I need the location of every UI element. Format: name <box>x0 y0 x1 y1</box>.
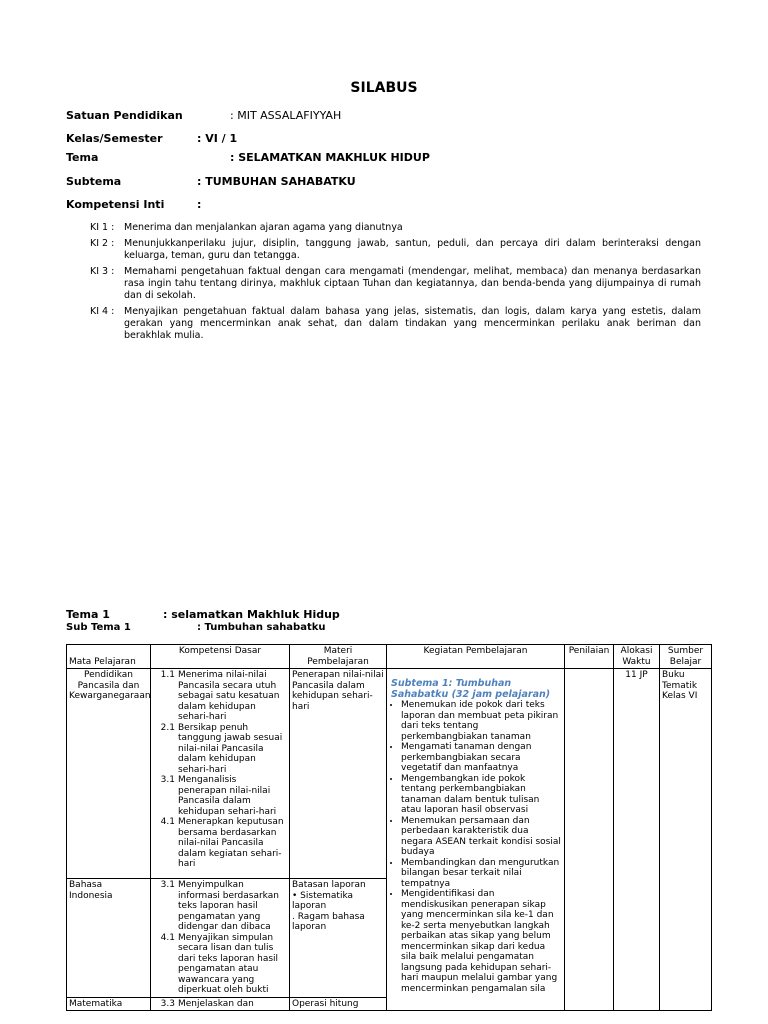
kelas-label: Kelas/Semester <box>66 132 163 145</box>
list-item: • Mengamati tanaman dengan perkembangbiakan secara vegetatif dan manfaatnya <box>401 742 562 774</box>
kd-item <box>153 999 287 1010</box>
header-penilaian: Penilaian <box>565 645 614 669</box>
kd-cell <box>151 669 290 879</box>
kompetensi-value: : <box>197 198 202 211</box>
header-kegiatan: Kegiatan Pembelajaran <box>387 645 565 669</box>
kd-item <box>153 817 287 870</box>
materi-cell: Penerapan nilai-nilai Pancasila dalam kehidupan sehari-hari <box>290 669 387 879</box>
satuan-label: Satuan Pendidikan <box>66 109 183 122</box>
sumber-cell: Buku Tematik Kelas VI <box>660 669 712 1011</box>
materi-cell: Operasi hitung <box>290 997 387 1011</box>
list-item: • Mengembangkan ide pokok tentang perkembangbiakan tanaman dalam bentuk tulisan atau laporan hasil observasi <box>401 774 562 816</box>
subtema-label: Subtema <box>66 175 122 188</box>
subtema1-label: Sub Tema 1 <box>66 622 131 633</box>
header-kd: Kompetensi Dasar <box>151 645 290 669</box>
header-materi: Materi Pembelajaran <box>290 645 387 669</box>
kd-text: Menganalisis penerapan nilai-nilai Pancasila dalam kehidupan sehari-hari <box>178 775 277 817</box>
ki-code: KI 3 : <box>90 266 115 277</box>
ki-text: Menyajikan pengetahuan faktual dalam bahasa yang jelas, sistematis, dan logis, dalam karya yang estetis, dalam gerakan yang mencerminkan anak sehat, dan dalam tindakan yang mencerminkan perilaku anak beriman dan berakhlak mulia. <box>124 306 701 341</box>
materi-line: . Ragam bahasa laporan <box>292 911 365 932</box>
ki-code: KI 2 : <box>90 238 115 249</box>
header-mapel: Mata Pelajaran <box>67 645 151 669</box>
kd-item <box>153 933 287 996</box>
ki-text: Menerima dan menjalankan ajaran agama yang dianutnya <box>124 222 403 233</box>
kd-item <box>153 723 287 776</box>
page-title: SILABUS <box>350 80 418 96</box>
tema-value: : SELAMATKAN MAKHLUK HIDUP <box>230 151 430 164</box>
ki-text: Menunjukkanperilaku jujur, disiplin, tanggung jawab, santun, peduli, dan percaya diri dalam berinteraksi dengan keluarga, teman, guru dan tetangga. <box>124 238 701 261</box>
mapel-cell: Bahasa Indonesia <box>67 879 151 998</box>
kd-number: 4.1 <box>160 932 175 943</box>
kd-item <box>153 670 287 723</box>
table-row <box>67 669 712 879</box>
penilaian-cell <box>565 669 614 1011</box>
kegiatan-cell <box>387 669 565 1011</box>
kd-text: Menerima nilai-nilai Pancasila secara utuh sebagai satu kesatuan dalam kehidupan sehari-hari <box>178 670 280 722</box>
kd-number: 2.1 <box>160 722 175 733</box>
kelas-value: : VI / 1 <box>197 132 238 145</box>
tema-label: Tema <box>66 151 99 164</box>
header-alokasi: Alokasi Waktu <box>614 645 660 669</box>
list-item: • Menemukan ide pokok dari teks laporan dan membuat peta pikiran dari teks tentang perkembangbiakan tanaman <box>401 700 562 742</box>
header-sumber: Sumber Belajar <box>660 645 712 669</box>
kegiatan-list <box>389 700 562 994</box>
tema1-label: Tema 1 <box>66 608 110 621</box>
kd-cell <box>151 997 290 1011</box>
ki-code: KI 4 : <box>90 306 115 317</box>
kd-text: Menerapkan keputusan bersama berdasarkan nilai-nilai Pancasila dalam kegiatan sehari-hari <box>178 817 284 869</box>
list-item: • Menemukan persamaan dan perbedaan karakteristik dua negara ASEAN terkait kondisi sosial budaya <box>401 816 562 858</box>
kd-text: Menjelaskan dan <box>178 998 254 1009</box>
satuan-value: : MIT ASSALAFIYYAH <box>230 109 342 122</box>
kd-number: 1.1 <box>160 670 175 680</box>
subtema1-value: : Tumbuhan sahabatku <box>197 622 326 633</box>
ki-code: KI 1 : <box>90 222 115 233</box>
subtema-subtitle: Subtema 1: Tumbuhan Sahabatku (32 jam pelajaran) <box>391 678 551 700</box>
ki-text: Memahami pengetahuan faktual dengan cara mengamati (mendengar, melihat, membaca) dan menanya berdasarkan rasa ingin tahu tentang dirinya, makhluk ciptaan Tuhan dan kegiatannya, dan benda-benda yang dijumpainya di rumah dan di sekolah. <box>124 266 701 301</box>
alokasi-cell: 11 JP <box>614 669 660 1011</box>
list-item: • Mengidentifikasi dan mendiskusikan penerapan sikap yang mencerminkan sila ke-1 dan ke-2 serta menyebutkan langkah perbaikan atas sikap yang belum mencerminkan sikap dari kedua sila baik melalui pengamatan langsung pada kehidupan sehari-hari maupun melalui gambar yang mencerminkan pengamalan sila <box>401 889 562 994</box>
materi-line: Batasan laporan <box>292 880 366 890</box>
syllabus-table <box>66 644 712 1011</box>
tema1-value: : selamatkan Makhluk Hidup <box>163 608 340 621</box>
materi-line: • Sistematika laporan <box>292 890 354 911</box>
subtema-value: : TUMBUHAN SAHABATKU <box>197 175 356 188</box>
kd-text: Bersikap penuh tanggung jawab sesuai nilai-nilai Pancasila dalam kehidupan sehari-hari <box>178 722 283 775</box>
kd-item <box>153 880 287 933</box>
kd-item <box>153 775 287 817</box>
kd-text: Menyajikan simpulan secara lisan dan tulis dari teks laporan hasil pengamatan atau wawancara yang diperkuat oleh bukti <box>178 932 279 995</box>
list-item: • Membandingkan dan mengurutkan bilangan besar terkait nilai tempatnya <box>401 858 562 890</box>
materi-cell <box>290 879 387 998</box>
kd-number: 3.1 <box>160 775 175 785</box>
kd-number: 4.1 <box>160 817 175 827</box>
kd-number: 3.1 <box>160 880 175 890</box>
kd-cell <box>151 879 290 998</box>
mapel-cell: Pendidikan Pancasila dan Kewarganegaraan <box>67 669 151 879</box>
table-header-row <box>67 645 712 669</box>
kd-number: 3.3 <box>160 998 175 1009</box>
kd-text: Menyimpulkan informasi berdasarkan teks laporan hasil pengamatan yang didengar dan dibaca <box>178 880 279 932</box>
mapel-cell: Matematika <box>67 997 151 1011</box>
kompetensi-label: Kompetensi Inti <box>66 198 165 211</box>
